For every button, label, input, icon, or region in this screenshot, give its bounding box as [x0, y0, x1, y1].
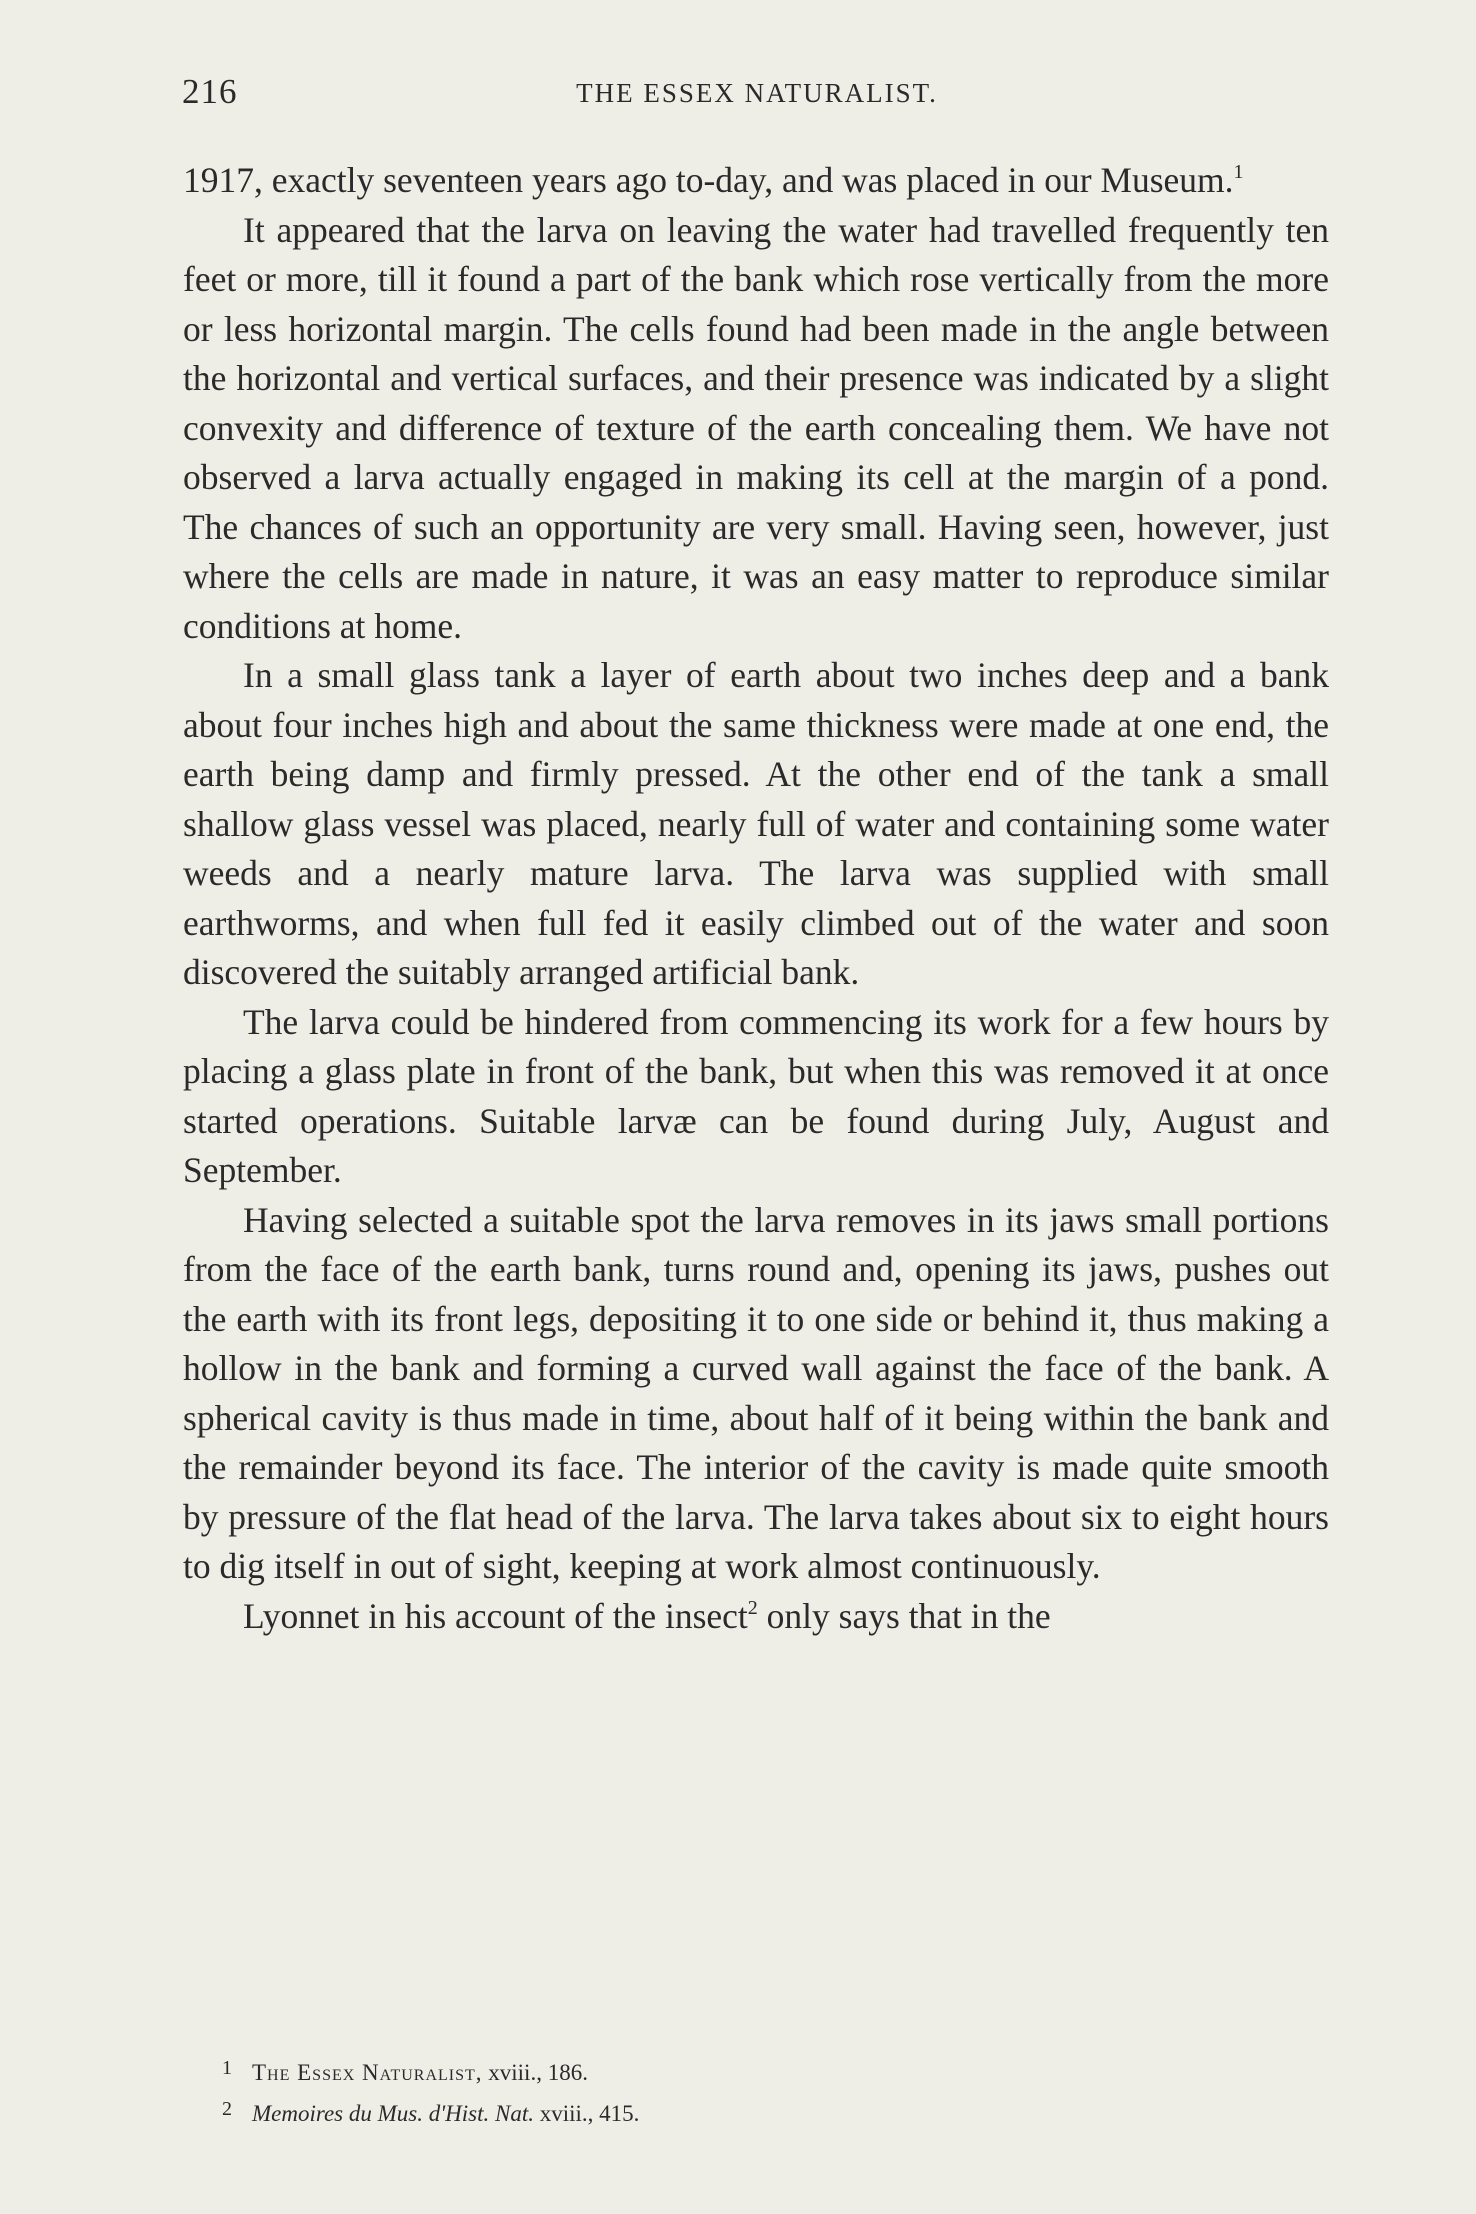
footnote-1 [222, 2050, 1222, 2091]
footnotes [222, 2050, 1222, 2132]
footnote-2 [222, 2091, 1222, 2132]
footnote-details: xviii., 186. [482, 2060, 588, 2085]
page-number: 216 [182, 72, 238, 111]
running-title: THE ESSEX NATURALIST. [576, 78, 938, 108]
paragraph-2: It appeared that the larva on leaving the water had travelled frequently ten feet or more, till it found a part of the bank which rose vertically from the more or less horizontal margin. The cells found had been made in the angle between the horizontal and vertical surfaces, and their presence was indicated by a slight convexity and difference of texture of the earth concealing them. We have not observed a larva actually engaged in making its cell at the margin of a pond. The chances of such an opportunity are very small. Having seen, however, just where the cells are made in nature, it was an easy matter to reproduce similar conditions at home. [183, 209, 1329, 646]
footnote-source: The Essex Naturalist, [252, 2060, 483, 2085]
footnote-ref-1: 1 [1233, 161, 1244, 183]
footnote-number: 2 [222, 2098, 232, 2120]
paragraph-1: 1917, exactly seventeen years ago to-day, and was placed in our Museum.$^1$ [183, 160, 1244, 200]
footnote-number: 1 [222, 2057, 232, 2079]
paragraph-3: In a small glass tank a layer of earth about two inches deep and a bank about four inches high and about the same thickness were made at one end, the earth being damp and firmly pressed. At the other end of the tank a small shallow glass vessel was placed, nearly full of water and containing some water weeds and a nearly mature larva. The larva was supplied with small earthworms, and when full fed it easily climbed out of the water and soon discovered the suitably arranged artificial bank. [183, 655, 1329, 992]
paragraph-5: Having selected a suitable spot the larva removes in its jaws small portions from the face of the earth bank, turns round and, opening its jaws, pushes out the earth with its front legs, depositing it to one side or behind it, thus making a hollow in the bank and forming a curved wall against the face of the bank. A spherical cavity is thus made in time, about half of it being within the bank and the remainder beyond its face. The interior of the cavity is made quite smooth by pressure of the flat head of the larva. The larva takes about six to eight hours to dig itself in out of sight, keeping at work almost continuously. [183, 1199, 1329, 1586]
footnote-details: xviii., 415. [533, 2101, 640, 2126]
footnote-ref-2: 2 [747, 1596, 758, 1619]
paragraph-6: Lyonnet in his account of the insect$^2$ only says that in the [243, 1595, 1051, 1636]
body-text [183, 156, 1329, 1641]
paragraph-4: The larva could be hindered from commencing its work for a few hours by placing a glass plate in front of the bank, but when this was removed it at once started operations. Suitable larvæ can be found during July, August and September. [183, 1001, 1329, 1190]
page-header [182, 72, 1332, 122]
footnote-source: Memoires du Mus. d'Hist. Nat. [252, 2101, 534, 2126]
